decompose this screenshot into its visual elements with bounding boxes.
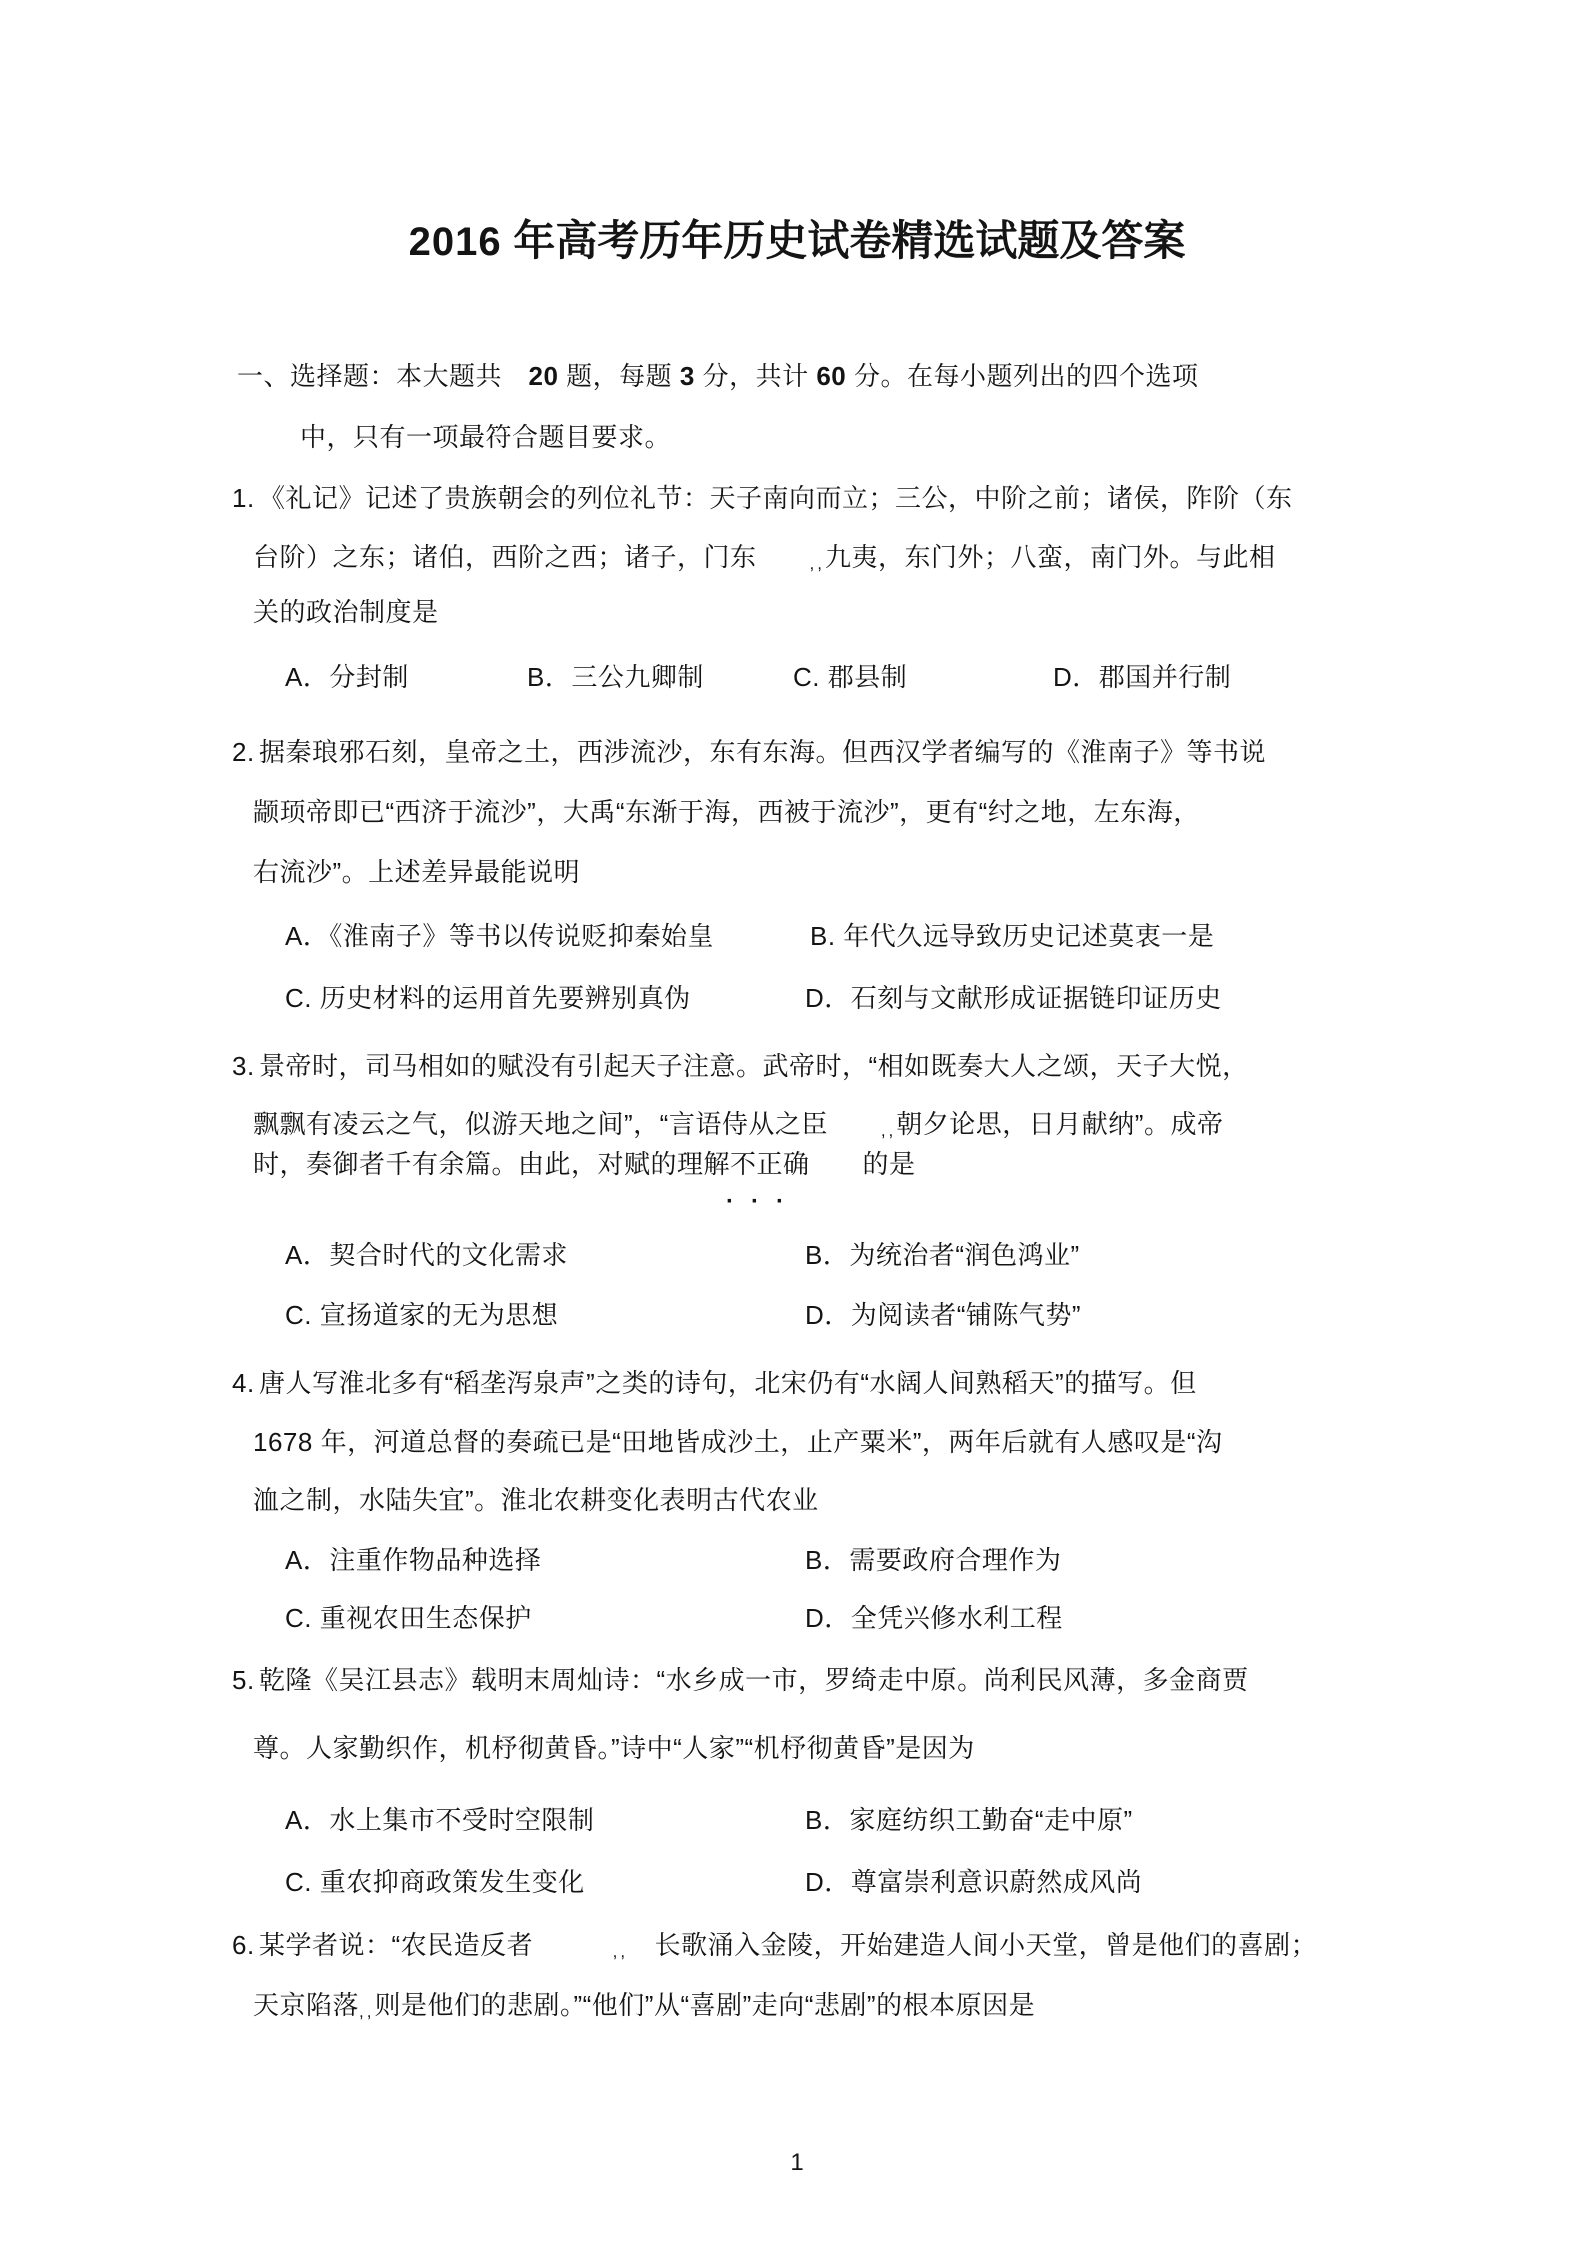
question-6-line-1 [232, 1925, 1317, 1972]
page-number: 1 [790, 2149, 804, 2176]
question-4-line-2-text: 年，河道总督的奏疏已是“田地皆成沙土，止产粟米”，两年后就有人感叹是“沟 [312, 1427, 1223, 1457]
intro-seg-3: 分，共计 [694, 361, 817, 391]
question-6-text-b: 长歌涌入金陵，开始建造人间小天堂，曾是他们的喜剧； [628, 1930, 1318, 1960]
question-6-line-2 [253, 1985, 1035, 2032]
question-3-small-commas: ,, [880, 1121, 897, 1140]
question-4-year: 1678 [253, 1427, 313, 1457]
question-6-number: 6. [232, 1930, 255, 1960]
question-4-line-3: 洫之制，水陆失宜”。淮北农耕变化表明古代农业 [253, 1485, 819, 1515]
question-3-option-c: C. 宣扬道家的无为思想 [285, 1300, 559, 1330]
question-2-line-3: 右流沙”。上述差异最能说明 [253, 857, 581, 887]
section-intro-line-1 [237, 356, 1198, 396]
question-1-number: 1. [232, 483, 255, 513]
question-1-line-2-text: 台阶）之东；诸伯，西阶之西；诸子，门东 [253, 542, 810, 572]
question-6-small-commas-1: ,, [612, 1942, 629, 1961]
question-5-number: 5. [232, 1665, 255, 1695]
question-6-line-2-text-b: 则是他们的悲剧。”“他们”从“喜剧”走向“悲剧”的根本原因是 [374, 1990, 1036, 2020]
question-3-option-b: B．为统治者“润色鸿业” [805, 1240, 1080, 1270]
question-1-option-d: D．郡国并行制 [1053, 662, 1232, 692]
question-5-line-2: 尊。人家勤织作，机杼彻黄昏。”诗中“人家”“机杼彻黄昏”是因为 [253, 1733, 975, 1763]
question-2-option-d: D．石刻与文献形成证据链印证历史 [805, 983, 1222, 1013]
question-3-line-3: 时，奏御者千有余篇。由此，对赋的理解不正确 的是 [253, 1149, 916, 1179]
emphasis-dots: ··· [726, 1188, 801, 1215]
question-2-text: 据秦琅邪石刻，皇帝之土，西涉流沙，东有东海。但西汉学者编写的《淮南子》等书说 [259, 737, 1267, 767]
question-1-option-b: B．三公九卿制 [527, 662, 704, 692]
question-1-option-c: C. 郡县制 [793, 662, 908, 692]
title-year: 2016 [408, 220, 502, 264]
question-4-number: 4. [232, 1368, 255, 1398]
question-5-option-c: C. 重农抑商政策发生变化 [285, 1867, 585, 1897]
question-1-line-1 [232, 478, 1293, 518]
question-3-option-a: A．契合时代的文化需求 [285, 1240, 568, 1270]
question-3-number: 3. [232, 1051, 255, 1081]
question-4-option-d: D．全凭兴修水利工程 [805, 1603, 1063, 1633]
question-2-number: 2. [232, 737, 255, 767]
question-1-text: 《礼记》记述了贵族朝会的列位礼节：天子南向而立；三公，中阶之前；诸侯，阼阶（东 [259, 483, 1293, 513]
question-5-option-a: A．水上集市不受时空限制 [285, 1805, 595, 1835]
question-5-text: 乾隆《吴江县志》载明末周灿诗：“水乡成一市，罗绮走中原。尚利民风薄，多金商贾 [259, 1665, 1249, 1695]
question-2-option-a: A．《淮南子》等书以传说贬抑秦始皇 [285, 921, 714, 951]
question-5-line-1 [232, 1660, 1249, 1700]
question-3-line-1 [232, 1046, 1249, 1086]
intro-points-per-question: 3 [679, 361, 695, 391]
question-3-line-2-text: 飘飘有凌云之气，似游天地之间”，“言语侍从之臣 [253, 1109, 881, 1139]
question-3-option-d: D．为阅读者“铺陈气势” [805, 1300, 1082, 1330]
question-4-line-1 [232, 1363, 1197, 1403]
question-4-text: 唐人写淮北多有“稻垄泻泉声”之类的诗句，北宋仍有“水阔人间熟稻天”的描写。但 [259, 1368, 1197, 1398]
question-2-line-1 [232, 732, 1266, 772]
question-2-option-b: B. 年代久远导致历史记述莫衷一是 [810, 921, 1215, 951]
question-4-option-b: B．需要政府合理作为 [805, 1545, 1062, 1575]
question-4-option-c: C. 重视农田生态保护 [285, 1603, 532, 1633]
section-intro-line-2: 中，只有一项最符合题目要求。 [300, 422, 672, 452]
question-5-option-d: D．尊富崇利意识蔚然成风尚 [805, 1867, 1143, 1897]
title-text: 年高考历年历史试卷精选试题及答案 [501, 217, 1186, 264]
question-1-small-commas: ,, [809, 554, 825, 573]
question-4-line-2 [253, 1422, 1223, 1462]
question-6-small-commas-2: ,, [359, 2002, 375, 2021]
question-5-option-b: B．家庭纺织工勤奋“走中原” [805, 1805, 1133, 1835]
question-1-line-2-text-b: 九夷，东门外；八蛮，南门外。与此相 [824, 542, 1276, 572]
question-2-line-2: 颛顼帝即已“西济于流沙”，大禹“东渐于海，西被于流沙”，更有“纣之地，左东海， [253, 797, 1200, 827]
question-6-line-2-text: 天京陷落 [253, 1990, 360, 2020]
question-3-line-2-text-b: 朝夕论思，日月献纳”。成帝 [896, 1109, 1224, 1139]
page-title [0, 216, 1594, 267]
intro-total-points: 60 [816, 361, 847, 391]
question-1-line-3: 关的政治制度是 [253, 597, 439, 627]
question-2-option-c: C. 历史材料的运用首先要辨别真伪 [285, 983, 691, 1013]
intro-seg-1: 一、选择题：本大题共 [237, 361, 529, 391]
question-3-text: 景帝时，司马相如的赋没有引起天子注意。武帝时，“相如既奏大人之颂，天子大悦， [259, 1051, 1249, 1081]
question-1-option-a: A．分封制 [285, 662, 409, 692]
intro-seg-4: 分。在每小题列出的四个选项 [846, 361, 1199, 391]
question-6-text: 某学者说：“农民造反者 [259, 1930, 613, 1960]
intro-seg-2: 题，每题 [558, 361, 680, 391]
question-4-option-a: A．注重作物品种选择 [285, 1545, 542, 1575]
question-1-line-2 [253, 537, 1275, 584]
intro-count: 20 [528, 361, 559, 391]
